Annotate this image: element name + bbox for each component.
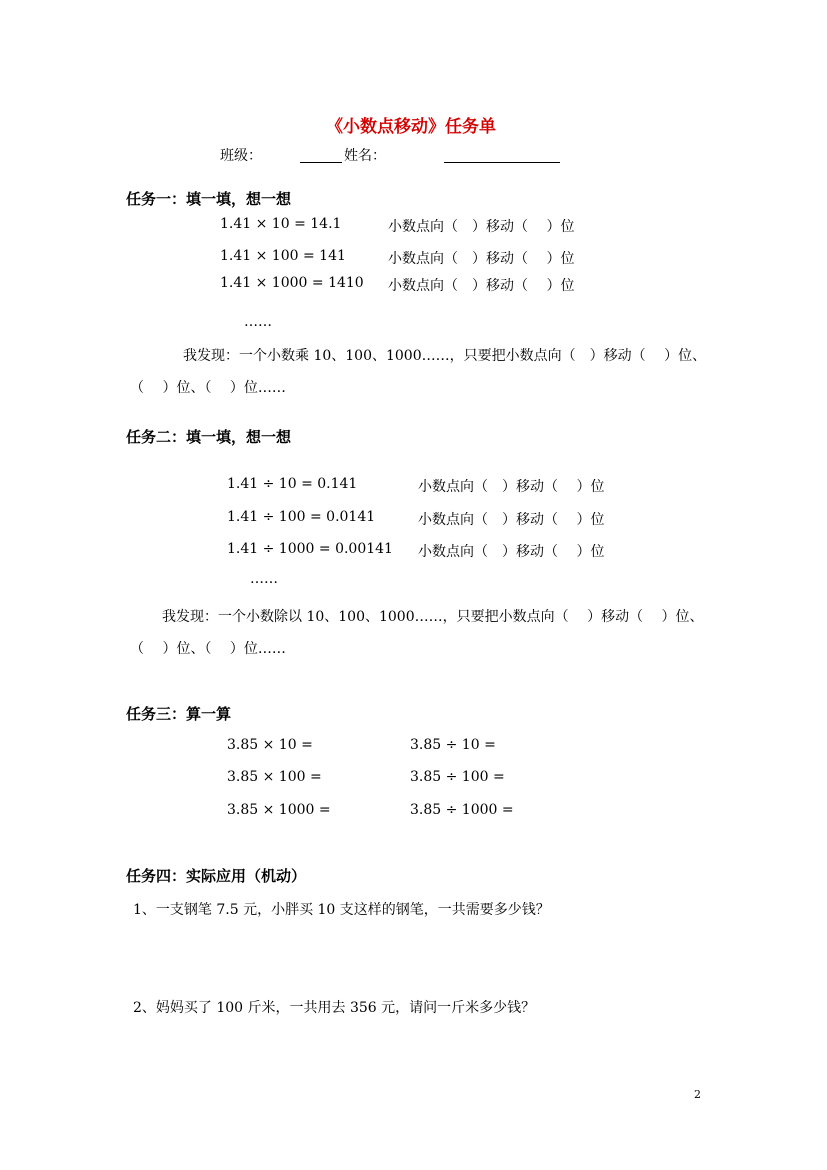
- task3-header: 任务三：算一算: [126, 705, 232, 723]
- class-blank-line: [300, 162, 342, 163]
- task1-fill: 小数点向（ ）移动（ ）位: [388, 219, 575, 235]
- task2-fill: 小数点向（ ）移动（ ）位: [418, 512, 605, 528]
- task2-finding-cont: （ ）位、（ ）位……: [130, 641, 286, 657]
- task3-left-problem: 3.85 × 10 =: [227, 737, 313, 753]
- task3-right-problem: 3.85 ÷ 1000 =: [410, 802, 514, 818]
- task2-ellipsis: ……: [250, 571, 278, 587]
- task2-fill: 小数点向（ ）移动（ ）位: [418, 479, 605, 495]
- task1-finding-cont: （ ）位、（ ）位……: [130, 380, 286, 396]
- task1-equation: 1.41 × 1000 = 1410: [220, 275, 364, 291]
- task3-right-problem: 3.85 ÷ 100 =: [410, 769, 505, 785]
- task2-equation: 1.41 ÷ 1000 = 0.00141: [227, 541, 393, 557]
- task2-equation: 1.41 ÷ 10 = 0.141: [227, 476, 358, 492]
- task1-ellipsis: ……: [244, 314, 272, 330]
- page-title: 《小数点移动》任务单: [326, 117, 496, 137]
- name-blank-line: [444, 162, 560, 163]
- task2-equation: 1.41 ÷ 100 = 0.0141: [227, 509, 376, 525]
- task2-finding: 我发现：一个小数除以 10、100、1000……，只要把小数点向（ ）移动（ ）位、: [162, 609, 704, 625]
- class-label: 班级：: [220, 148, 262, 164]
- task3-right-problem: 3.85 ÷ 10 =: [410, 737, 496, 753]
- task2-fill: 小数点向（ ）移动（ ）位: [418, 544, 605, 560]
- task1-finding: 我发现：一个小数乘 10、100、1000……，只要把小数点向（ ）移动（ ）位、: [183, 348, 707, 364]
- task4-question-1: 1、一支钢笔 7.5 元，小胖买 10 支这样的钢笔，一共需要多少钱？: [133, 902, 550, 918]
- task1-header: 任务一：填一填，想一想: [126, 190, 292, 208]
- task3-left-problem: 3.85 × 100 =: [227, 769, 322, 785]
- task3-left-problem: 3.85 × 1000 =: [227, 802, 331, 818]
- page-number: 2: [694, 1088, 701, 1101]
- task1-equation: 1.41 × 100 = 141: [220, 248, 346, 264]
- task2-header: 任务二：填一填，想一想: [126, 428, 292, 446]
- name-label: 姓名：: [344, 148, 386, 164]
- task1-fill: 小数点向（ ）移动（ ）位: [388, 251, 575, 267]
- task1-equation: 1.41 × 10 = 14.1: [220, 216, 342, 232]
- task4-question-2: 2、妈妈买了 100 斤米，一共用去 356 元，请问一斤米多少钱？: [133, 1000, 536, 1016]
- task1-fill: 小数点向（ ）移动（ ）位: [388, 278, 575, 294]
- task4-header: 任务四：实际应用（机动）: [126, 867, 307, 885]
